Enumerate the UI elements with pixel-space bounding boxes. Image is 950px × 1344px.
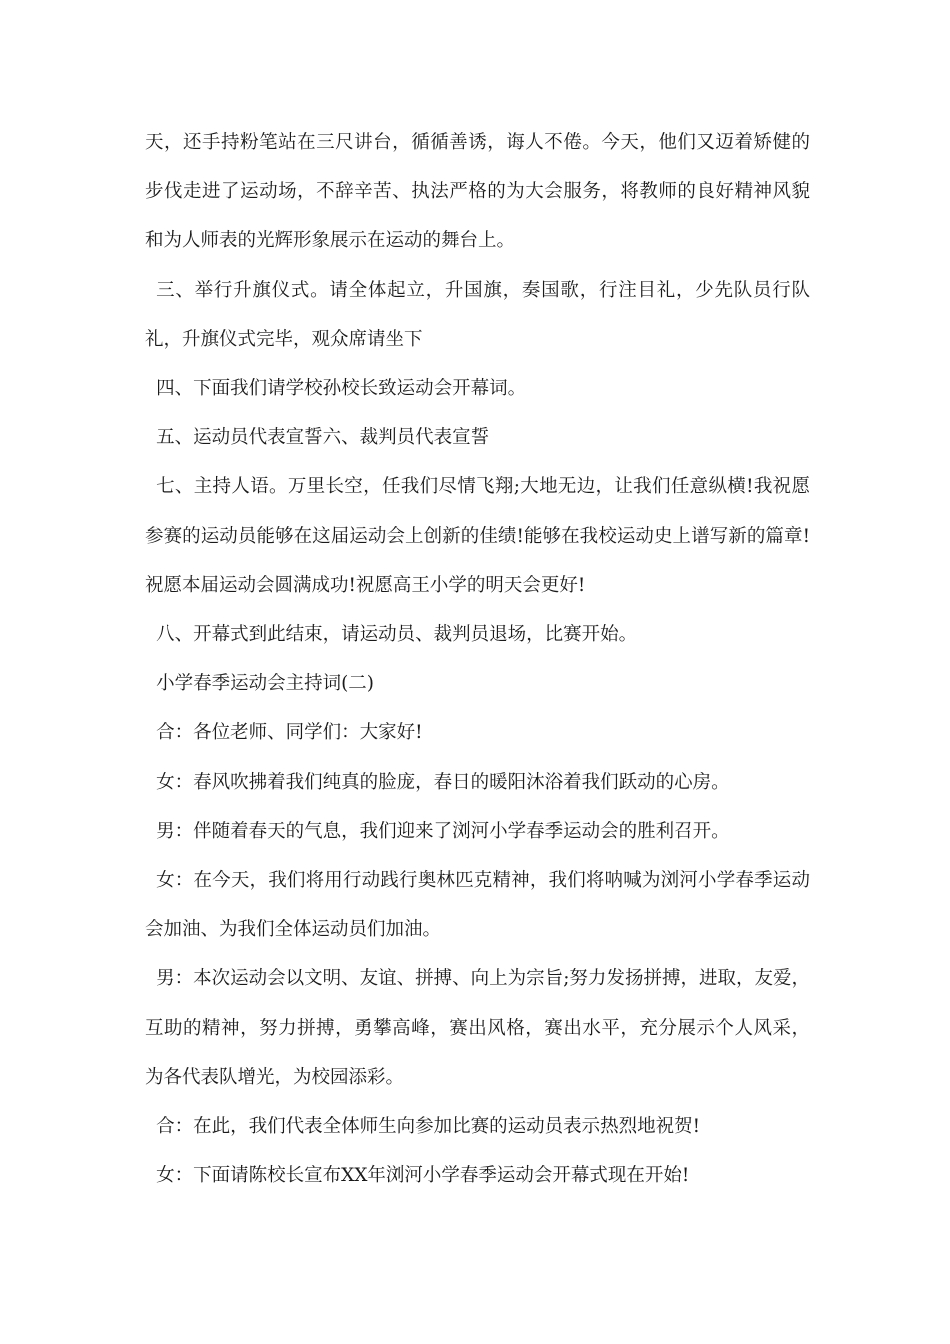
paragraph-2: 三、举行升旗仪式。请全体起立，升国旗，奏国歌，行注目礼，少先队员行队礼，升旗仪式完毕，观众席请坐下 <box>145 279 810 350</box>
paragraph-3: 四、下面我们请学校孙校长致运动会开幕词。 <box>156 378 527 400</box>
paragraph-6: 八、开幕式到此结束，请运动员、裁判员退场，比赛开始。 <box>156 624 638 646</box>
paragraph-9: 女：春风吹拂着我们纯真的脸庞，春日的暖阳沐浴着我们跃动的心房。 <box>156 771 730 793</box>
paragraph-8: 合：各位老师、同学们：大家好! <box>156 722 423 744</box>
paragraph-12: 男：本次运动会以文明、友谊、拼搏、向上为宗旨;努力发扬拼搏，进取，友爱，互助的精神，努力拼搏，勇攀高峰，赛出风格，赛出水平，充分展示个人风采，为各代表队增光，为校园添彩。 <box>145 968 810 1088</box>
section-heading: 小学春季运动会主持词(二) <box>156 673 375 695</box>
paragraph-10: 男：伴随着春天的气息，我们迎来了浏河小学春季运动会的胜利召开。 <box>156 820 730 842</box>
paragraph-14: 女：下面请陈校长宣布XX年浏河小学春季运动会开幕式现在开始! <box>156 1165 690 1187</box>
paragraph-5: 七、主持人语。万里长空，任我们尽情飞翔;大地无边，让我们任意纵横!我祝愿参赛的运动员能够在这届运动会上创新的佳绩!能够在我校运动史上谱写新的篇章!祝愿本届运动会圆满成功!祝愿高王小学的明天会更好! <box>145 476 810 596</box>
paragraph-11: 女：在今天，我们将用行动践行奥林匹克精神，我们将呐喊为浏河小学春季运动会加油、为我们全体运动员们加油。 <box>145 870 810 941</box>
paragraph-4: 五、运动员代表宣誓六、裁判员代表宣誓 <box>156 427 490 449</box>
paragraph-13: 合：在此，我们代表全体师生向参加比赛的运动员表示热烈地祝贺! <box>156 1116 701 1138</box>
paragraph-1: 天，还手持粉笔站在三尺讲台，循循善诱，诲人不倦。今天，他们又迈着矫健的步伐走进了运动场，不辞辛苦、执法严格的为大会服务，将教师的良好精神风貌和为人师表的光辉形象展示在运动的舞台上。 <box>145 132 810 252</box>
document-body <box>145 118 810 1200</box>
